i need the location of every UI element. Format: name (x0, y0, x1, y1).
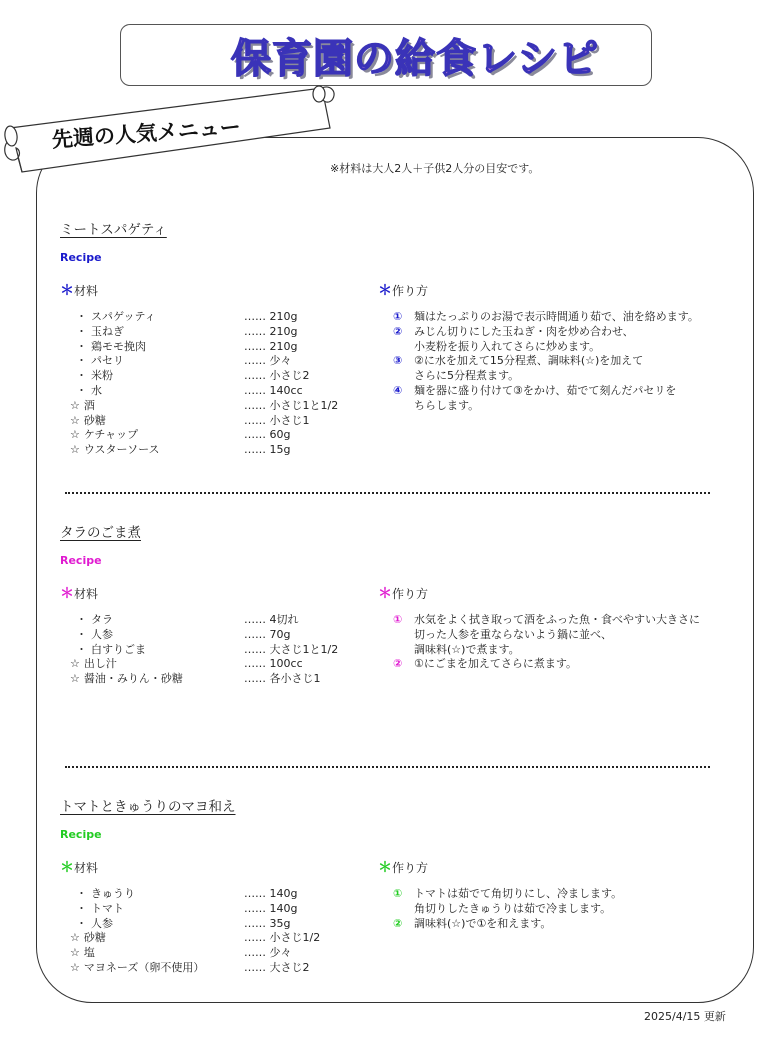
title-box (120, 24, 652, 86)
ingredient-name: きゅうり (91, 887, 135, 900)
ingredient-name: 砂糖 (83, 931, 106, 945)
bullet-icon: ・ (76, 383, 87, 397)
method-steps (393, 613, 743, 672)
ingredient-row (70, 384, 380, 399)
method-heading-label: 作り方 (392, 284, 429, 298)
ingredient-list (70, 310, 380, 458)
method-step (393, 310, 743, 325)
method-heading-label: 作り方 (392, 861, 429, 875)
step-text: ちらします。 (414, 398, 480, 412)
step-text: 麺はたっぷりのお湯で表示時間通り茹で、油を絡めます。 (414, 310, 699, 323)
ingredients-heading (60, 583, 98, 603)
bullet-icon: ・ (76, 642, 87, 656)
ingredient-name: 鶏モモ挽肉 (91, 339, 146, 353)
ingredient-amount: ‥‥‥ 210g (244, 324, 298, 338)
step-number: ① (393, 310, 403, 323)
ingredient-amount: ‥‥‥ 4切れ (244, 613, 299, 626)
ingredient-list (70, 613, 380, 687)
step-text: みじん切りにした玉ねぎ・肉を炒め合わせ、 (414, 324, 634, 338)
ingredient-amount: ‥‥‥ 140g (244, 901, 298, 915)
recipe-label: Recipe (60, 554, 102, 567)
ingredient-amount: ‥‥‥ 100cc (244, 657, 303, 671)
step-text: さらに5分程煮ます。 (414, 369, 520, 383)
ingredient-amount: ‥‥‥ 35g (244, 916, 291, 930)
ingredient-name: 醤油・みりん・砂糖 (83, 672, 183, 686)
ingredient-row (70, 946, 380, 961)
recipe-label: Recipe (60, 828, 102, 841)
method-step (393, 384, 743, 414)
ingredient-name: 白すりごま (91, 642, 146, 656)
bullet-icon: ・ (76, 324, 87, 338)
step-text: 小麦粉を振り入れてさらに炒めます。 (414, 339, 601, 353)
bullet-icon: ・ (76, 613, 87, 626)
method-step (393, 354, 743, 384)
ingredient-row (70, 310, 380, 325)
ingredients-heading-label: 材料 (74, 284, 99, 298)
star-icon: ☆ (70, 428, 80, 442)
ingredient-amount: ‥‥‥ 140cc (244, 383, 303, 397)
ingredient-row (70, 414, 380, 429)
ingredient-name: 米粉 (91, 369, 113, 383)
ingredient-name: ウスターソース (83, 443, 160, 457)
ingredients-heading-label: 材料 (74, 861, 99, 875)
ingredient-name: ケチャップ (83, 428, 139, 442)
step-number: ② (393, 916, 403, 930)
step-number: ② (393, 324, 403, 338)
recipe-title: タラのごま煮 (60, 525, 141, 541)
asterisk-icon: ＊ (378, 860, 392, 876)
bullet-icon: ・ (76, 901, 87, 915)
ingredient-name: スパゲッティ (91, 310, 156, 323)
ingredient-row (70, 399, 380, 414)
section-divider (65, 492, 710, 494)
star-icon: ☆ (70, 931, 80, 945)
bullet-icon: ・ (76, 627, 87, 641)
method-step (393, 613, 743, 657)
recipe-title: トマトときゅうりのマヨ和え (60, 799, 236, 815)
star-icon: ☆ (70, 413, 80, 427)
ingredient-amount: ‥‥‥ 70g (244, 627, 291, 641)
ingredient-amount: ‥‥‥ 小さじ1/2 (244, 931, 321, 945)
ingredient-row (70, 961, 380, 976)
ingredient-amount: ‥‥‥ 大さじ2 (244, 960, 310, 974)
star-icon: ☆ (70, 398, 80, 412)
ingredient-name: マヨネーズ（卵不使用） (83, 960, 205, 974)
star-icon: ☆ (70, 960, 80, 974)
asterisk-icon: ＊ (378, 283, 392, 299)
star-icon: ☆ (70, 443, 80, 457)
step-number: ① (393, 613, 403, 626)
star-icon: ☆ (70, 946, 80, 960)
ingredient-row (70, 931, 380, 946)
ingredient-amount: ‥‥‥ 少々 (244, 354, 292, 368)
ingredient-amount: ‥‥‥ 15g (244, 443, 291, 457)
ingredient-row (70, 657, 380, 672)
updated-date: 2025/4/15 更新 (644, 1010, 726, 1023)
step-text: 調味料(☆)で煮ます。 (414, 642, 520, 656)
bullet-icon: ・ (76, 339, 87, 353)
step-text: ①にごまを加えてさらに煮ます。 (414, 657, 577, 671)
method-step (393, 887, 743, 917)
recipe-section (60, 218, 740, 478)
ingredient-amount: ‥‥‥ 大さじ1と1/2 (244, 642, 339, 656)
ingredient-row (70, 325, 380, 340)
asterisk-icon: ＊ (60, 283, 74, 299)
ingredients-heading-label: 材料 (74, 587, 99, 601)
page-title: 保育園の給食レシピ (231, 36, 599, 82)
ingredients-heading (60, 857, 98, 877)
bullet-icon: ・ (76, 354, 87, 368)
ingredient-row (70, 443, 380, 458)
bullet-icon: ・ (76, 310, 87, 323)
ingredient-amount: ‥‥‥ 小さじ1と1/2 (244, 398, 339, 412)
method-steps (393, 887, 743, 931)
ingredient-name: 水 (91, 383, 102, 397)
step-number: ② (393, 657, 403, 671)
bullet-icon: ・ (76, 369, 87, 383)
ingredient-name: 塩 (83, 946, 95, 960)
ingredient-amount: ‥‥‥ 少々 (244, 946, 292, 960)
ingredient-amount: ‥‥‥ 各小さじ1 (244, 672, 321, 686)
ingredient-name: トマト (91, 901, 124, 915)
star-icon: ☆ (70, 672, 80, 686)
ingredient-row (70, 643, 380, 658)
method-step (393, 657, 743, 672)
step-number: ③ (393, 354, 403, 368)
bullet-icon: ・ (76, 916, 87, 930)
method-heading (378, 280, 428, 300)
ingredient-name: 人参 (91, 916, 113, 930)
method-heading (378, 857, 428, 877)
recipe-section (60, 795, 740, 1055)
serving-note: ※材料は大人2人＋子供2人分の目安です。 (330, 162, 540, 175)
subtitle-banner (0, 80, 340, 190)
method-heading-label: 作り方 (392, 587, 429, 601)
step-text: ②に水を加えて15分程煮、調味料(☆)を加えて (414, 354, 644, 368)
ingredient-row (70, 428, 380, 443)
method-steps (393, 310, 743, 414)
step-text: 麺を器に盛り付けて③をかけ、茹でて刻んだパセリを (414, 383, 677, 397)
ingredient-name: パセリ (91, 354, 124, 368)
ingredient-row (70, 340, 380, 355)
ingredient-name: 玉ねぎ (91, 324, 124, 338)
step-text: 角切りしたきゅうりは茹で冷まします。 (414, 901, 612, 915)
method-step (393, 325, 743, 355)
step-text: 調味料(☆)で①を和えます。 (414, 916, 552, 930)
ingredient-row (70, 917, 380, 932)
step-text: 水気をよく拭き取って酒をふった魚・食べやすい大きさに (414, 613, 700, 626)
step-number: ④ (393, 383, 403, 397)
method-step (393, 917, 743, 932)
star-icon: ☆ (70, 657, 80, 671)
ingredient-amount: ‥‥‥ 小さじ1 (244, 413, 310, 427)
ingredient-row (70, 613, 380, 628)
ingredient-amount: ‥‥‥ 210g (244, 310, 298, 323)
ingredients-heading (60, 280, 98, 300)
asterisk-icon: ＊ (378, 586, 392, 602)
ingredient-name: 出し汁 (83, 657, 117, 671)
ingredient-name: 人参 (91, 627, 113, 641)
ingredient-name: 砂糖 (83, 413, 106, 427)
asterisk-icon: ＊ (60, 586, 74, 602)
ingredient-row (70, 902, 380, 917)
ingredient-row (70, 354, 380, 369)
recipe-section (60, 521, 740, 781)
asterisk-icon: ＊ (60, 860, 74, 876)
ingredient-row (70, 672, 380, 687)
section-divider (65, 766, 710, 768)
ingredient-amount: ‥‥‥ 60g (244, 428, 291, 442)
ingredient-row (70, 369, 380, 384)
ingredient-row (70, 887, 380, 902)
bullet-icon: ・ (76, 887, 87, 900)
ingredient-amount: ‥‥‥ 210g (244, 339, 298, 353)
step-text: トマトは茹でて角切りにし、冷まします。 (414, 887, 623, 900)
method-heading (378, 583, 428, 603)
recipe-label: Recipe (60, 251, 102, 264)
ingredient-name: 酒 (83, 398, 95, 412)
subtitle: 先週の人気メニュー (51, 114, 242, 152)
step-number: ① (393, 887, 403, 900)
step-text: 切った人参を重ならないよう鍋に並べ、 (414, 627, 612, 641)
ingredient-list (70, 887, 380, 976)
ingredient-name: タラ (91, 613, 113, 626)
ingredient-amount: ‥‥‥ 140g (244, 887, 298, 900)
recipe-title: ミートスパゲティ (60, 222, 167, 238)
ingredient-row (70, 628, 380, 643)
ingredient-amount: ‥‥‥ 小さじ2 (244, 369, 310, 383)
